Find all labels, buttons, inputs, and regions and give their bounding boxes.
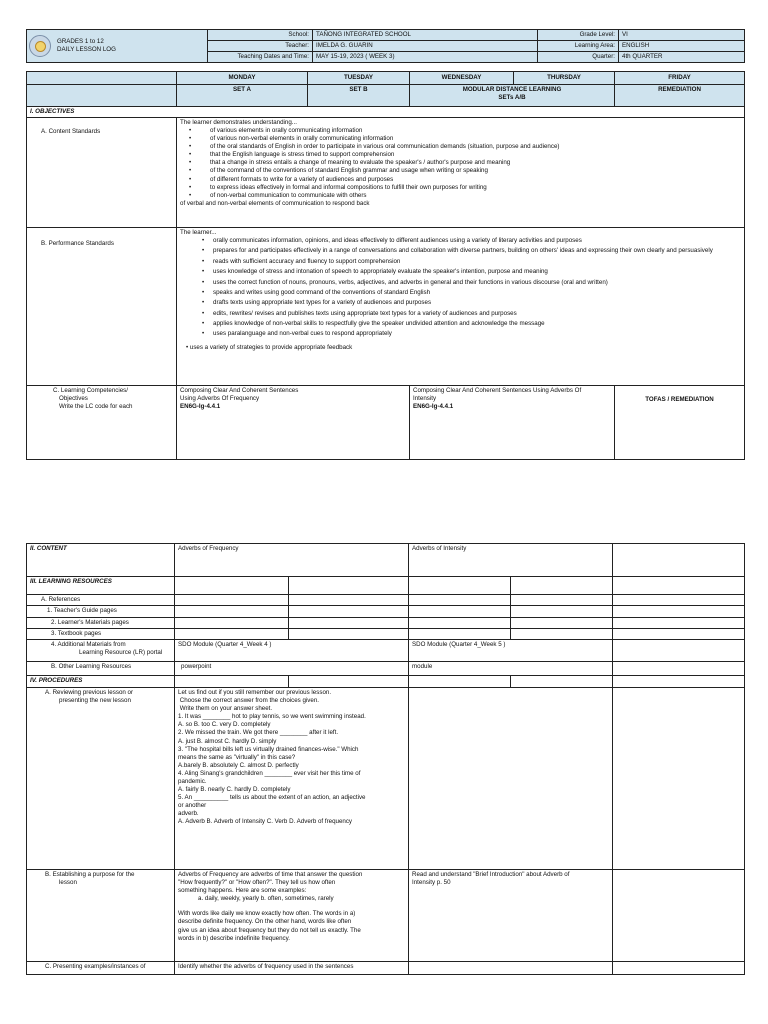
review-line: A. Adverb B. Adverb of Intensity C. Verb D. Adverb of frequency: [178, 818, 353, 826]
performance-standards-list: [180, 237, 741, 338]
school-label: School:: [208, 30, 313, 41]
performance-standard-item: • uses the correct function of nouns, pronouns, verbs, adjectives, and adverbs in general and their functions in various discourse (oral and written): [213, 279, 741, 287]
performance-standards-label: B. Performance Standards: [27, 228, 177, 386]
performance-standard-item: • uses paralanguage and non-verbal cues to respond appropriately: [213, 330, 741, 338]
textbook-pages-label: 3. Textbook pages: [27, 629, 175, 640]
purpose-line: words in b) describe indefinite frequency.: [178, 934, 291, 942]
review-quiz-text: [178, 689, 405, 826]
purpose-line: "How frequently?" or "How often?". They tell us how often: [178, 879, 336, 887]
performance-standard-item: • speaks and writes using good command of the conventions of standard English: [213, 289, 741, 297]
day-monday: MONDAY: [177, 72, 308, 85]
school-value: TAÑONG INTEGRATED SCHOOL: [313, 30, 538, 41]
content-standards-cell: The learner demonstrates understanding... • of various elements in orally communicating information • of various non-verbal elements in orally communicating information • of the oral standards of English in order to participate in various oral communication demands (situation, purpose and audience) • that the English language is stress timed to support comprehension • that a change in stress entails a change of meaning to evaluate the speaker's / author's purpose and meaning • of the command of the conventions of standard English grammar and usage when writing or speaking • of different formats to write for a variety of audiences and purposes • to express ideas effectively in formal and informal compositions to fulfill their own purposes for writing • of non-verbal communication to communicate with others of verbal and non-verbal elements of communication to respond back: [177, 118, 745, 228]
teachers-guide-label: 1. Teacher's Guide pages: [27, 606, 175, 618]
day-tuesday: TUESDAY: [308, 72, 410, 85]
review-lesson-label: A. Reviewing previous lesson or presenting the new lesson: [27, 688, 175, 870]
other-resources-wednesday: module: [409, 662, 613, 676]
content-wednesday: Adverbs of Intensity: [409, 544, 613, 577]
review-line: Write them on your answer sheet.: [178, 705, 273, 713]
review-line: A. fairly B. nearly C. hardly D. completely: [178, 785, 291, 793]
content-standard-item: • of various non-verbal elements in orally communicating information: [210, 135, 741, 143]
review-line: or another: [178, 802, 207, 809]
content-standard-item: • of the command of the conventions of standard English grammar and usage when writing or speaking: [210, 167, 741, 175]
grade-level-label: Grade Level:: [538, 30, 619, 41]
deped-seal-icon: [29, 35, 51, 57]
presenting-examples-monday: Identify whether the adverbs of frequency used in the sentences: [175, 962, 409, 975]
purpose-line: something happens. Here are some examples:: [178, 887, 307, 895]
plan-table-1: [26, 71, 745, 460]
competencies-friday: TOFAS / REMEDIATION: [615, 386, 745, 460]
deped-logo-cell: [27, 30, 208, 63]
content-standards-label: A. Content Standards: [27, 118, 177, 228]
grades-label: GRADES 1 to 12: [57, 38, 104, 46]
resources-heading: III. LEARNING RESOURCES: [27, 577, 175, 595]
plan-section-1: [26, 71, 744, 460]
establish-purpose-label: B. Establishing a purpose for the lesson: [27, 870, 175, 962]
teacher-value: IMELDA G. GUARIN: [313, 41, 538, 52]
quarter-label: Quarter:: [538, 52, 619, 63]
performance-standard-item: • applies knowledge of non-verbal skills to respectfully give the speaker undivided attention and acknowledge the message: [213, 320, 741, 328]
performance-standard-item: • reads with sufficient accuracy and fluency to support comprehension: [213, 258, 741, 266]
review-line: Choose the correct answer from the choices given.: [178, 697, 320, 705]
quarter-value: 4th QUARTER: [619, 52, 745, 63]
establish-purpose-wednesday: Read and understand "Brief Introduction" about Adverb of Intensity p. 50: [409, 870, 613, 962]
set-b-label: SET B: [308, 85, 410, 107]
review-line: pandemic.: [178, 777, 207, 785]
review-line: 5. An __________ tells us about the extent of an action, an adjective: [178, 793, 366, 801]
competencies-label: C. Learning Competencies/ Objectives Write the LC code for each: [27, 386, 177, 460]
content-standard-item: • of non-verbal communication to communicate with others: [210, 192, 741, 200]
review-line: 2. We missed the train. We got there ________ after it left.: [178, 729, 339, 737]
header-table: [26, 29, 745, 63]
learners-materials-label: 2. Learner's Materials pages: [27, 617, 175, 629]
daily-lesson-log-label: DAILY LESSON LOG: [57, 46, 116, 54]
performance-standard-item: • orally communicates information, opinions, and ideas effectively to different audiences using a variety of literary activities and purposes: [213, 237, 741, 245]
performance-standard-item: • drafts texts using appropriate text types for a variety of audiences and purposes: [213, 299, 741, 307]
learning-area-label: Learning Area:: [538, 41, 619, 52]
plan-table-2: [26, 543, 745, 975]
content-standard-item: • to express ideas effectively in formal and informal compositions to fulfill their own purposes for writing: [210, 184, 741, 192]
plan-section-2: [26, 543, 744, 975]
establish-purpose-monday: Adverbs of Frequency are adverbs of time that answer the question "How frequently?" or "How often?". They tell us how often something happens. Here are some examples: a. daily, weekly, yearly b. often, sometimes, rarely With words like daily we know exactly how often. The words in a) describe definite frequency. On the other hand, words like often give us an idea about frequency but they do not tell us exactly. The words in b) describe indefinite frequency.: [175, 870, 409, 962]
performance-tail: • uses a variety of strategies to provide appropriate feedback: [186, 344, 353, 352]
presenting-examples-label: C. Presenting examples/instances of: [27, 962, 175, 975]
competencies-wed-thu: Composing Clear And Coherent Sentences Using Adverbs Of Intensity EN6G-Ig-4.4.1: [410, 386, 615, 460]
content-monday: Adverbs of Frequency: [175, 544, 409, 577]
day-friday: FRIDAY: [615, 72, 745, 85]
objectives-heading: I. OBJECTIVES: [27, 107, 745, 118]
content-standard-item: • of the oral standards of English in order to participate in various oral communication demands (situation, purpose and audience): [210, 143, 741, 151]
content-standard-item: • that the English language is stress timed to support comprehension: [210, 151, 741, 159]
performance-standards-cell: The learner... • orally communicates information, opinions, and ideas effectively to different audiences using a variety of literary activities and purposes • prepares for and participates effectively in a range of conversations and collaboration with diverse partners, building on others' ideas and expressing their own clearly and persuasively • reads with sufficient accuracy and fluency to support comprehension • uses knowledge of stress and intonation of speech to appropriately evaluate the speaker's intention, purpose and meaning • uses the correct function of nouns, pronouns, verbs, adjectives, and adverbs in general and their functions in various discourse (oral and written) • speaks and writes using good command of the conventions of standard English • drafts texts using appropriate text types for a variety of audiences and purposes • edits, rewrites/ revises and publishes texts using appropriate text types for a variety of audiences and purposes • applies knowledge of non-verbal skills to respectfully give the speaker undivided attention and acknowledge the message • uses paralanguage and non-verbal cues to respond appropriately • uses a variety of strategies to provide appropriate feedback: [177, 228, 745, 386]
performance-standard-item: • uses knowledge of stress and intonation of speech to appropriately evaluate the speaker's intention, purpose and meaning: [213, 268, 741, 276]
day-wednesday: WEDNESDAY: [410, 72, 514, 85]
purpose-line: give us an idea about frequency but they do not tell us exactly. The: [178, 926, 361, 934]
purpose-line: describe definite frequency. On the other hand, words like often: [178, 918, 352, 926]
content-standard-item: • of different formats to write for a variety of audiences and purposes: [210, 176, 741, 184]
header-block: [26, 29, 744, 63]
content-standard-item: • of various elements in orally communicating information: [210, 127, 741, 135]
content-standards-list: [180, 127, 741, 200]
additional-materials-wednesday: SDO Module (Quarter 4_Week 5 ): [409, 640, 613, 662]
dates-value: MAY 15-19, 2023 ( WEEK 3): [313, 52, 538, 63]
procedures-heading: IV. PROCEDURES: [27, 676, 175, 688]
learning-area-value: ENGLISH: [619, 41, 745, 52]
remediation-label: REMEDIATION: [615, 85, 745, 107]
review-line: adverb.: [178, 810, 199, 818]
content-heading: II. CONTENT: [27, 544, 175, 577]
set-a-label: SET A: [177, 85, 308, 107]
review-line: Let us find out if you still remember our previous lesson.: [178, 689, 332, 697]
content-standard-item: • that a change in stress entails a change of meaning to evaluate the speaker's / author's purpose and meaning: [210, 159, 741, 167]
modular-label: MODULAR DISTANCE LEARNING SETs A/B: [410, 85, 615, 107]
purpose-line: Adverbs of Frequency are adverbs of time that answer the question: [178, 871, 363, 879]
review-lesson-monday: [175, 688, 409, 870]
other-resources-label: B. Other Learning Resources: [27, 662, 175, 676]
additional-materials-monday: SDO Module (Quarter 4_Week 4 ): [175, 640, 409, 662]
review-line: A. just B. almost C. hardly D. simply: [178, 737, 277, 745]
review-line: A.barely B. absolutely C. almost D. perfectly: [178, 761, 299, 769]
teacher-label: Teacher:: [208, 41, 313, 52]
review-line: 4. Aling Sinang's grandchildren ________ ever visit her this time of: [178, 769, 361, 777]
review-line: 3. "The hospital bills left us virtually drained finances-wise." Which: [178, 745, 359, 753]
purpose-line: With words like daily we know exactly how often. The words in a): [178, 910, 356, 918]
competencies-set-ab: Composing Clear And Coherent Sentences Using Adverbs Of Frequency EN6G-Ig-4.4.1: [177, 386, 410, 460]
additional-materials-label: 4. Additional Materials from Learning Resource (LR) portal: [27, 640, 175, 662]
other-resources-monday: powerpoint: [175, 662, 409, 676]
performance-standard-item: • prepares for and participates effectively in a range of conversations and collaboration with diverse partners, building on others' ideas and expressing their own clearly and persuasively: [213, 247, 741, 255]
review-line: means the same as "virtually" in this case?: [178, 753, 296, 761]
day-thursday: THURSDAY: [514, 72, 615, 85]
review-line: 1. It was ________ hot to play tennis, so we went swimming instead.: [178, 713, 366, 721]
performance-standard-item: • edits, rewrites/ revises and publishes texts using appropriate text types for a variety of audiences and purposes: [213, 310, 741, 318]
grade-level-value: VI: [619, 30, 745, 41]
dates-label: Teaching Dates and Time:: [208, 52, 313, 63]
review-line: A. so B. too C. very D. completely: [178, 721, 271, 729]
references-label: A. References: [27, 595, 175, 606]
